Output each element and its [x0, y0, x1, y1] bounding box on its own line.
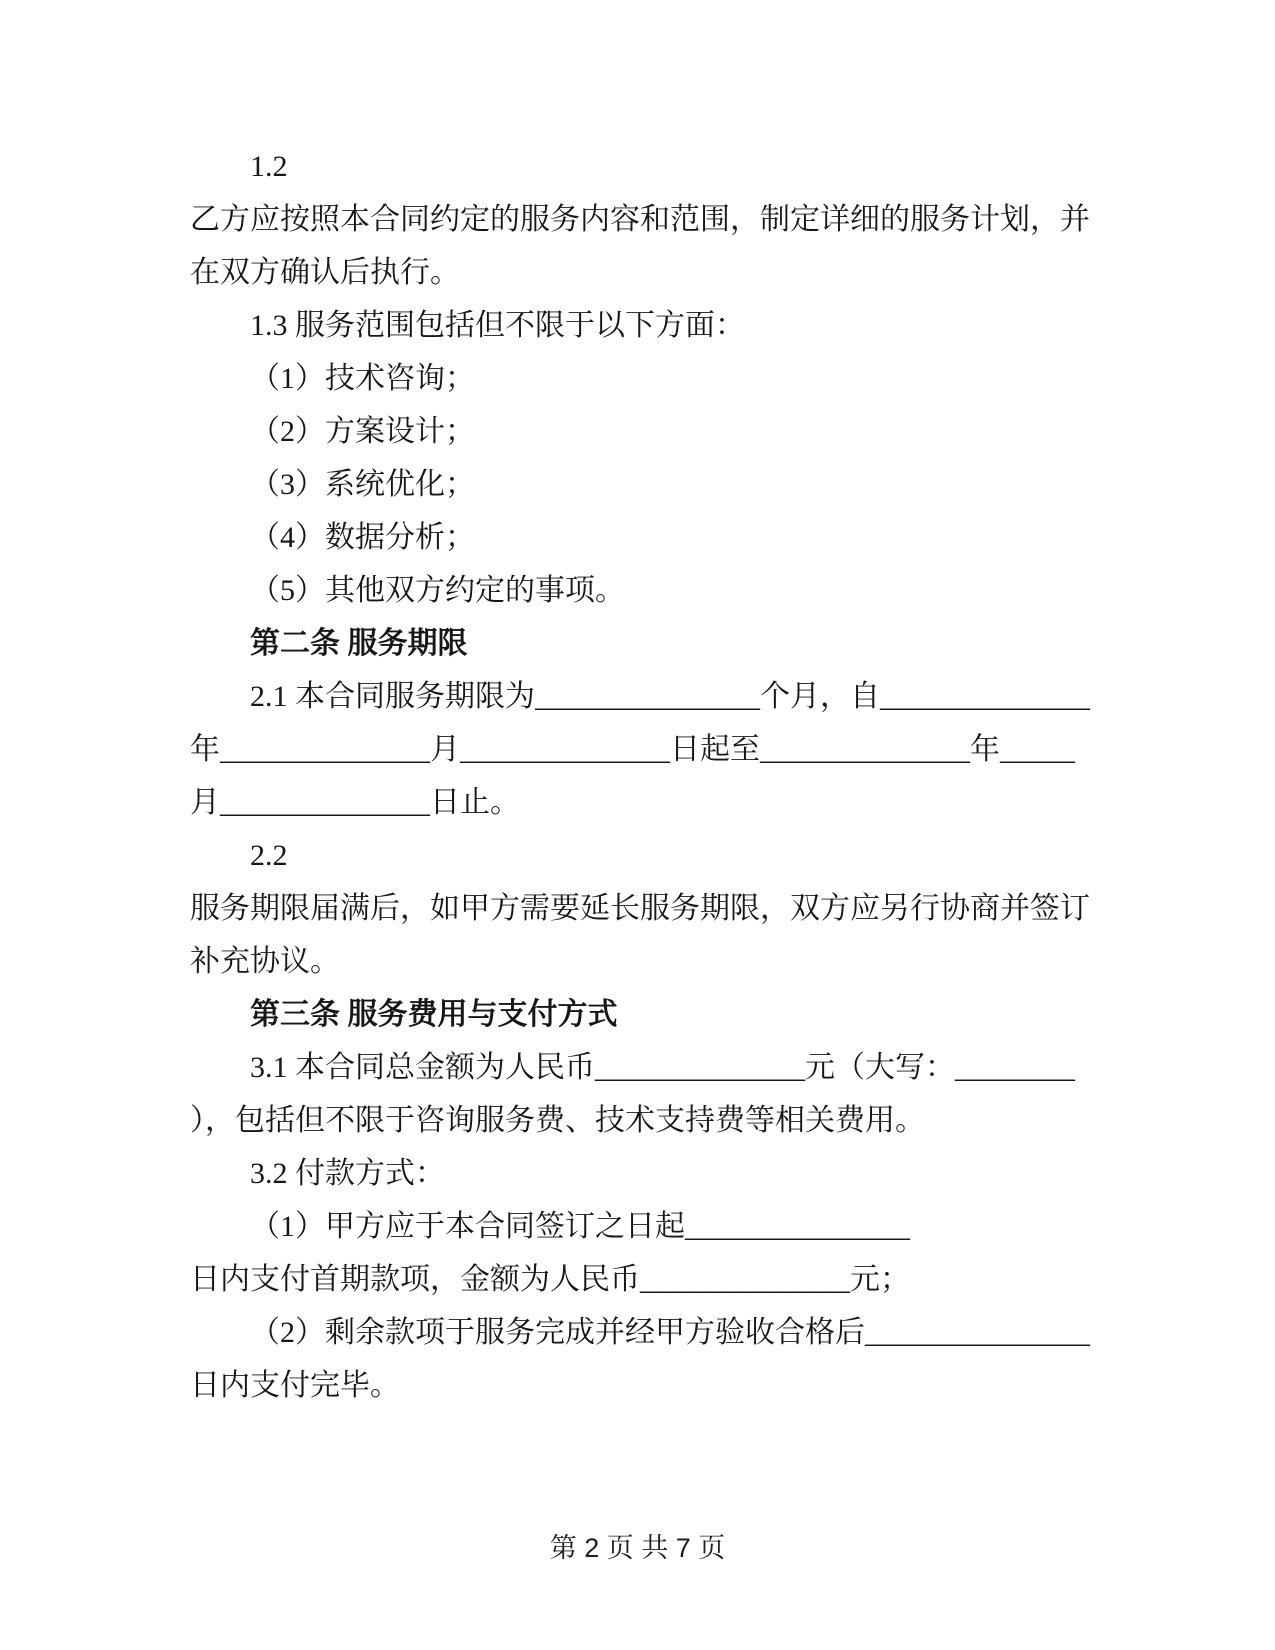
contract-line: 1.2 [250, 150, 288, 183]
contract-body [190, 140, 1095, 1412]
contract-line: 补充协议。 [190, 945, 340, 978]
contract-line: 3.2 付款方式： [250, 1157, 445, 1190]
contract-line: （1）技术咨询； [250, 362, 475, 395]
section-heading: 第三条 服务费用与支付方式 [250, 998, 618, 1031]
contract-line: （4）数据分析； [250, 521, 475, 554]
contract-line: （1）甲方应于本合同签订之日起_______________ [250, 1210, 910, 1243]
contract-line: 年______________月______________日起至______________年_____ [190, 733, 1075, 766]
contract-line: 日内支付首期款项，金额为人民币______________元； [190, 1263, 910, 1296]
contract-line: 3.1 本合同总金额为人民币______________元（大写：________ [250, 1051, 1075, 1084]
contract-line: 在双方确认后执行。 [190, 256, 460, 289]
contract-line: 2.2 [250, 839, 288, 872]
section-heading: 第二条 服务期限 [250, 627, 468, 660]
contract-line: ），包括但不限于咨询服务费、技术支持费等相关费用。 [190, 1104, 925, 1137]
contract-line: （2）方案设计； [250, 415, 475, 448]
contract-line: 1.3 服务范围包括但不限于以下方面： [250, 309, 745, 342]
page-footer: 第 2 页 共 7 页 [549, 1533, 726, 1563]
contract-line: 日内支付完毕。 [190, 1369, 400, 1402]
contract-line: （3）系统优化； [250, 468, 475, 501]
contract-line: （5）其他双方约定的事项。 [250, 574, 625, 607]
contract-line: 月______________日止。 [190, 786, 520, 819]
contract-line: 服务期限届满后，如甲方需要延长服务期限，双方应另行协商并签订 [190, 892, 1090, 925]
contract-line: 乙方应按照本合同约定的服务内容和范围，制定详细的服务计划，并 [190, 203, 1090, 236]
contract-line: 2.1 本合同服务期限为_______________个月，自______________ [250, 680, 1090, 713]
contract-line: （2）剩余款项于服务完成并经甲方验收合格后_______________ [250, 1316, 1090, 1349]
